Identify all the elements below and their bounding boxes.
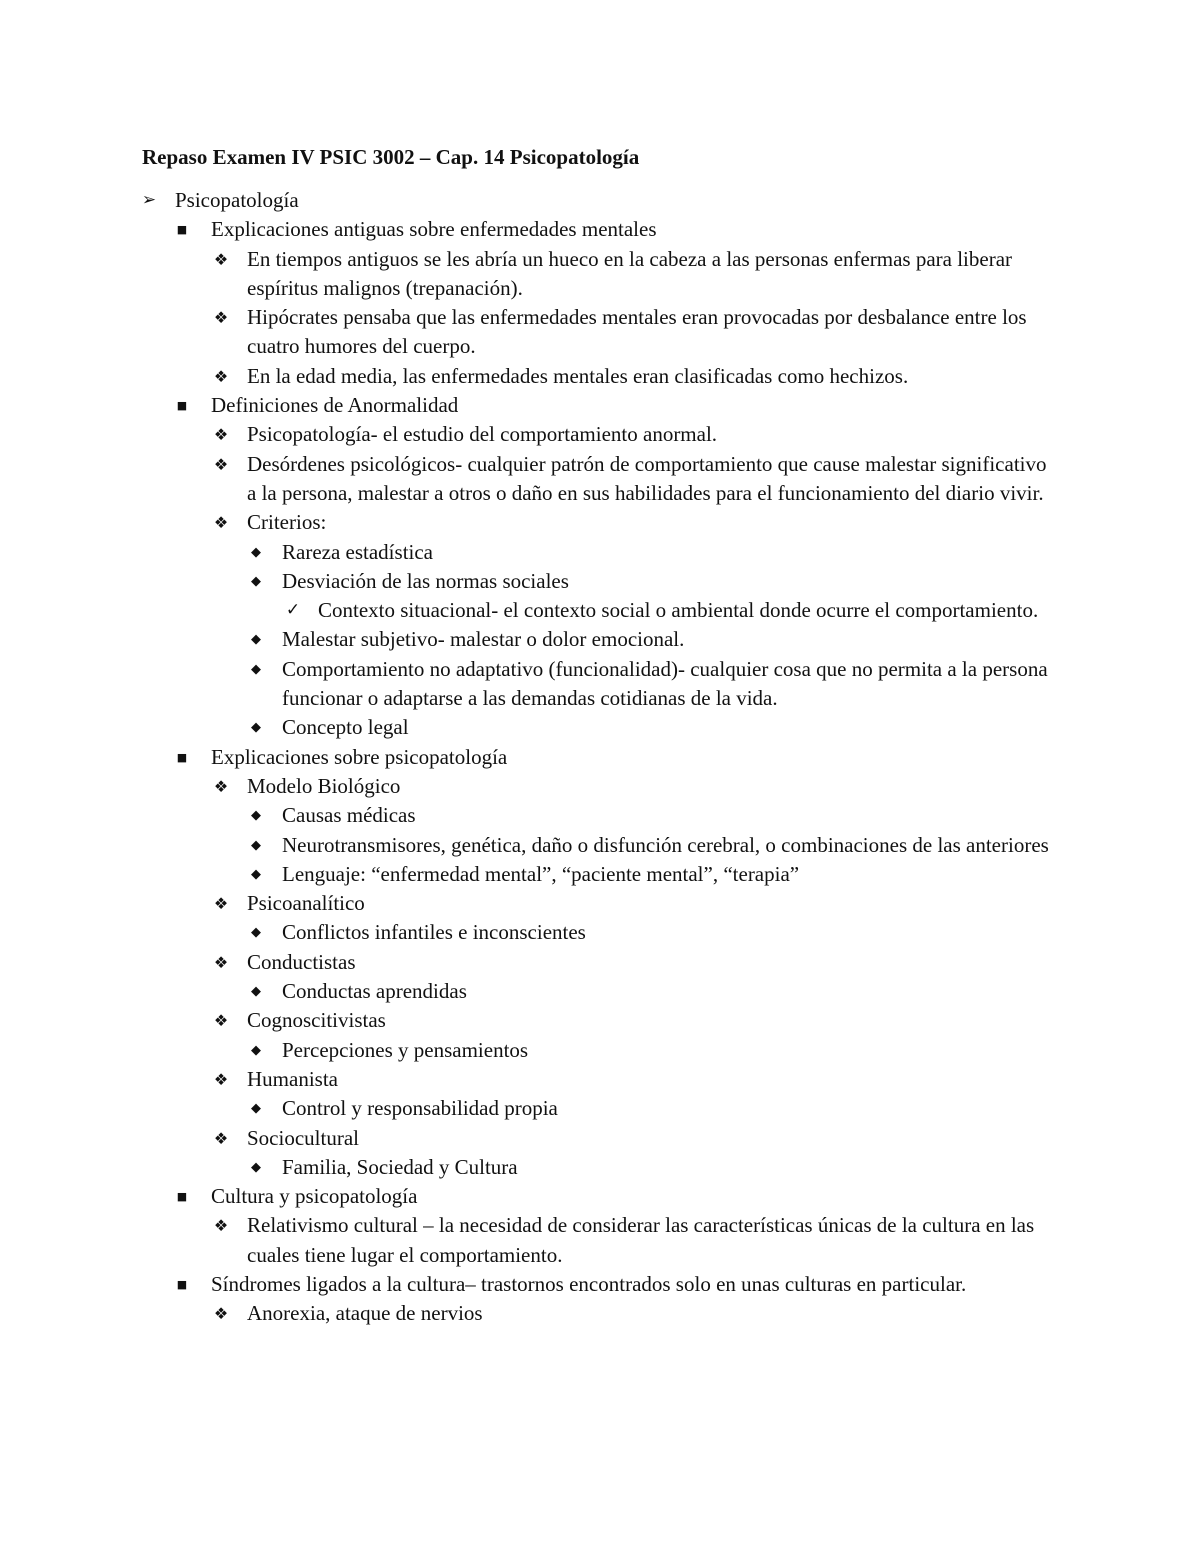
outline-item: [0, 831, 1200, 860]
outline-item: [0, 625, 1200, 654]
small-diamond-bullet-icon: ◆: [251, 632, 261, 648]
outline-item: [0, 1153, 1200, 1182]
outline-item: [0, 508, 1200, 537]
outline-item: [0, 743, 1200, 772]
outline-item: [0, 420, 1200, 449]
outline-item: [0, 186, 1200, 215]
outline-item: [0, 567, 1200, 596]
outline-item: [0, 977, 1200, 1006]
outline-item-text: Contexto situacional- el contexto social o ambiental donde ocurre el comportamiento.: [318, 598, 1039, 623]
diamond-bullet-icon: ❖: [213, 513, 229, 533]
outline-item-text: Concepto legal: [282, 715, 409, 740]
square-bullet-icon: ■: [176, 1190, 188, 1204]
outline-item-text: Desórdenes psicológicos- cualquier patrón de comportamiento que cause malestar significativo a la persona, malestar a otros o daño en sus habilidades para el funcionamiento del diario vivir.: [247, 451, 1047, 505]
document-title: Repaso Examen IV PSIC 3002 – Cap. 14 Psicopatología: [142, 145, 640, 169]
outline-item-text: Cognoscitivistas: [247, 1008, 386, 1033]
small-diamond-bullet-icon: ◆: [251, 925, 261, 941]
outline-item-text: Síndromes ligados a la cultura– trastornos encontrados solo en unas culturas en particular.: [211, 1271, 967, 1296]
outline-item: [0, 1006, 1200, 1035]
outline-item: [0, 1036, 1200, 1065]
outline-item: [0, 772, 1200, 801]
outline-item-text: Sociocultural: [247, 1125, 359, 1150]
outline-item: [0, 948, 1200, 977]
outline-item: [0, 1299, 1200, 1328]
small-diamond-bullet-icon: ◆: [251, 866, 261, 882]
outline-list: [0, 186, 1200, 1329]
diamond-bullet-icon: ❖: [213, 1069, 229, 1089]
outline-item: [0, 1065, 1200, 1094]
small-diamond-bullet-icon: ◆: [251, 837, 261, 853]
outline-item-text: Neurotransmisores, genética, daño o disfunción cerebral, o combinaciones de las anteriores: [282, 832, 1049, 857]
diamond-bullet-icon: ❖: [213, 425, 229, 445]
diamond-bullet-icon: ❖: [213, 1011, 229, 1031]
outline-item: [0, 801, 1200, 830]
square-bullet-icon: ■: [176, 223, 188, 237]
small-diamond-bullet-icon: ◆: [251, 573, 261, 589]
outline-item: [0, 596, 1200, 625]
diamond-bullet-icon: ❖: [213, 308, 229, 328]
outline-item-text: Conductistas: [247, 949, 356, 974]
outline-item: [0, 1124, 1200, 1153]
outline-item-text: Modelo Biológico: [247, 773, 401, 798]
small-diamond-bullet-icon: ◆: [251, 661, 261, 677]
small-diamond-bullet-icon: ◆: [251, 1159, 261, 1175]
outline-item-text: Humanista: [247, 1066, 338, 1091]
outline-item: [0, 245, 1200, 304]
outline-item: [0, 303, 1200, 362]
outline-item: [0, 538, 1200, 567]
outline-item-text: Relativismo cultural – la necesidad de considerar las características únicas de la cultura en las cuales tiene lugar el comportamiento.: [247, 1213, 1035, 1267]
outline-item-text: Conductas aprendidas: [282, 979, 467, 1004]
outline-item-text: Causas médicas: [282, 803, 416, 828]
diamond-bullet-icon: ❖: [213, 952, 229, 972]
outline-item: [0, 655, 1200, 714]
outline-item-text: Lenguaje: “enfermedad mental”, “paciente mental”, “terapia”: [282, 861, 800, 886]
outline-item: [0, 1211, 1200, 1270]
diamond-bullet-icon: ❖: [213, 776, 229, 796]
outline-item: [0, 1270, 1200, 1299]
outline-item-text: Explicaciones antiguas sobre enfermedades mentales: [211, 217, 657, 242]
outline-item: [0, 391, 1200, 420]
small-diamond-bullet-icon: ◆: [251, 984, 261, 1000]
outline-item: [0, 1182, 1200, 1211]
small-diamond-bullet-icon: ◆: [251, 1101, 261, 1117]
outline-item: [0, 362, 1200, 391]
diamond-bullet-icon: ❖: [213, 894, 229, 914]
outline-item-text: Criterios:: [247, 510, 327, 535]
outline-item-text: Malestar subjetivo- malestar o dolor emocional.: [282, 627, 685, 652]
outline-item-text: Percepciones y pensamientos: [282, 1037, 529, 1062]
small-diamond-bullet-icon: ◆: [251, 1042, 261, 1058]
outline-item-text: Cultura y psicopatología: [211, 1184, 418, 1209]
outline-item-text: Hipócrates pensaba que las enfermedades mentales eran provocadas por desbalance entre los cuatro humores del cuerpo.: [247, 305, 1027, 359]
outline-item-text: Definiciones de Anormalidad: [211, 393, 459, 418]
small-diamond-bullet-icon: ◆: [251, 808, 261, 824]
outline-item-text: Explicaciones sobre psicopatología: [211, 744, 508, 769]
outline-item: [0, 450, 1200, 509]
diamond-bullet-icon: ❖: [213, 249, 229, 269]
small-diamond-bullet-icon: ◆: [251, 544, 261, 560]
diamond-bullet-icon: ❖: [213, 1216, 229, 1236]
outline-item-text: Familia, Sociedad y Cultura: [282, 1154, 518, 1179]
outline-item-text: En la edad media, las enfermedades mentales eran clasificadas como hechizos.: [247, 363, 909, 388]
outline-item: [0, 215, 1200, 244]
small-diamond-bullet-icon: ◆: [251, 720, 261, 736]
outline-item: [0, 1094, 1200, 1123]
outline-item-text: Control y responsabilidad propia: [282, 1096, 558, 1121]
arrowhead-bullet-icon: ➢: [141, 190, 157, 210]
outline-item: [0, 860, 1200, 889]
checkmark-bullet-icon: ✓: [285, 600, 301, 621]
square-bullet-icon: ■: [176, 1277, 188, 1291]
outline-item-text: Comportamiento no adaptativo (funcionalidad)- cualquier cosa que no permita a la persona funcionar o adaptarse a las demandas cotidianas de la vida.: [282, 656, 1048, 711]
outline-item-text: Desviación de las normas sociales: [282, 568, 569, 593]
square-bullet-icon: ■: [176, 750, 188, 764]
outline-item-text: Psicopatología- el estudio del comportamiento anormal.: [247, 422, 718, 447]
square-bullet-icon: ■: [176, 399, 188, 413]
outline-item-text: Psicopatología: [175, 188, 299, 212]
outline-item: [0, 889, 1200, 918]
outline-item: [0, 918, 1200, 947]
outline-item-text: En tiempos antiguos se les abría un hueco en la cabeza a las personas enfermas para liberar espíritus malignos (trepanación).: [247, 246, 1013, 300]
outline-item-text: Anorexia, ataque de nervios: [247, 1301, 483, 1326]
diamond-bullet-icon: ❖: [213, 454, 229, 474]
outline-item-text: Conflictos infantiles e inconscientes: [282, 920, 586, 945]
outline-item: [0, 713, 1200, 742]
diamond-bullet-icon: ❖: [213, 1304, 229, 1324]
diamond-bullet-icon: ❖: [213, 1128, 229, 1148]
outline-item-text: Rareza estadística: [282, 539, 433, 564]
outline-item-text: Psicoanalítico: [247, 891, 365, 916]
diamond-bullet-icon: ❖: [213, 366, 229, 386]
